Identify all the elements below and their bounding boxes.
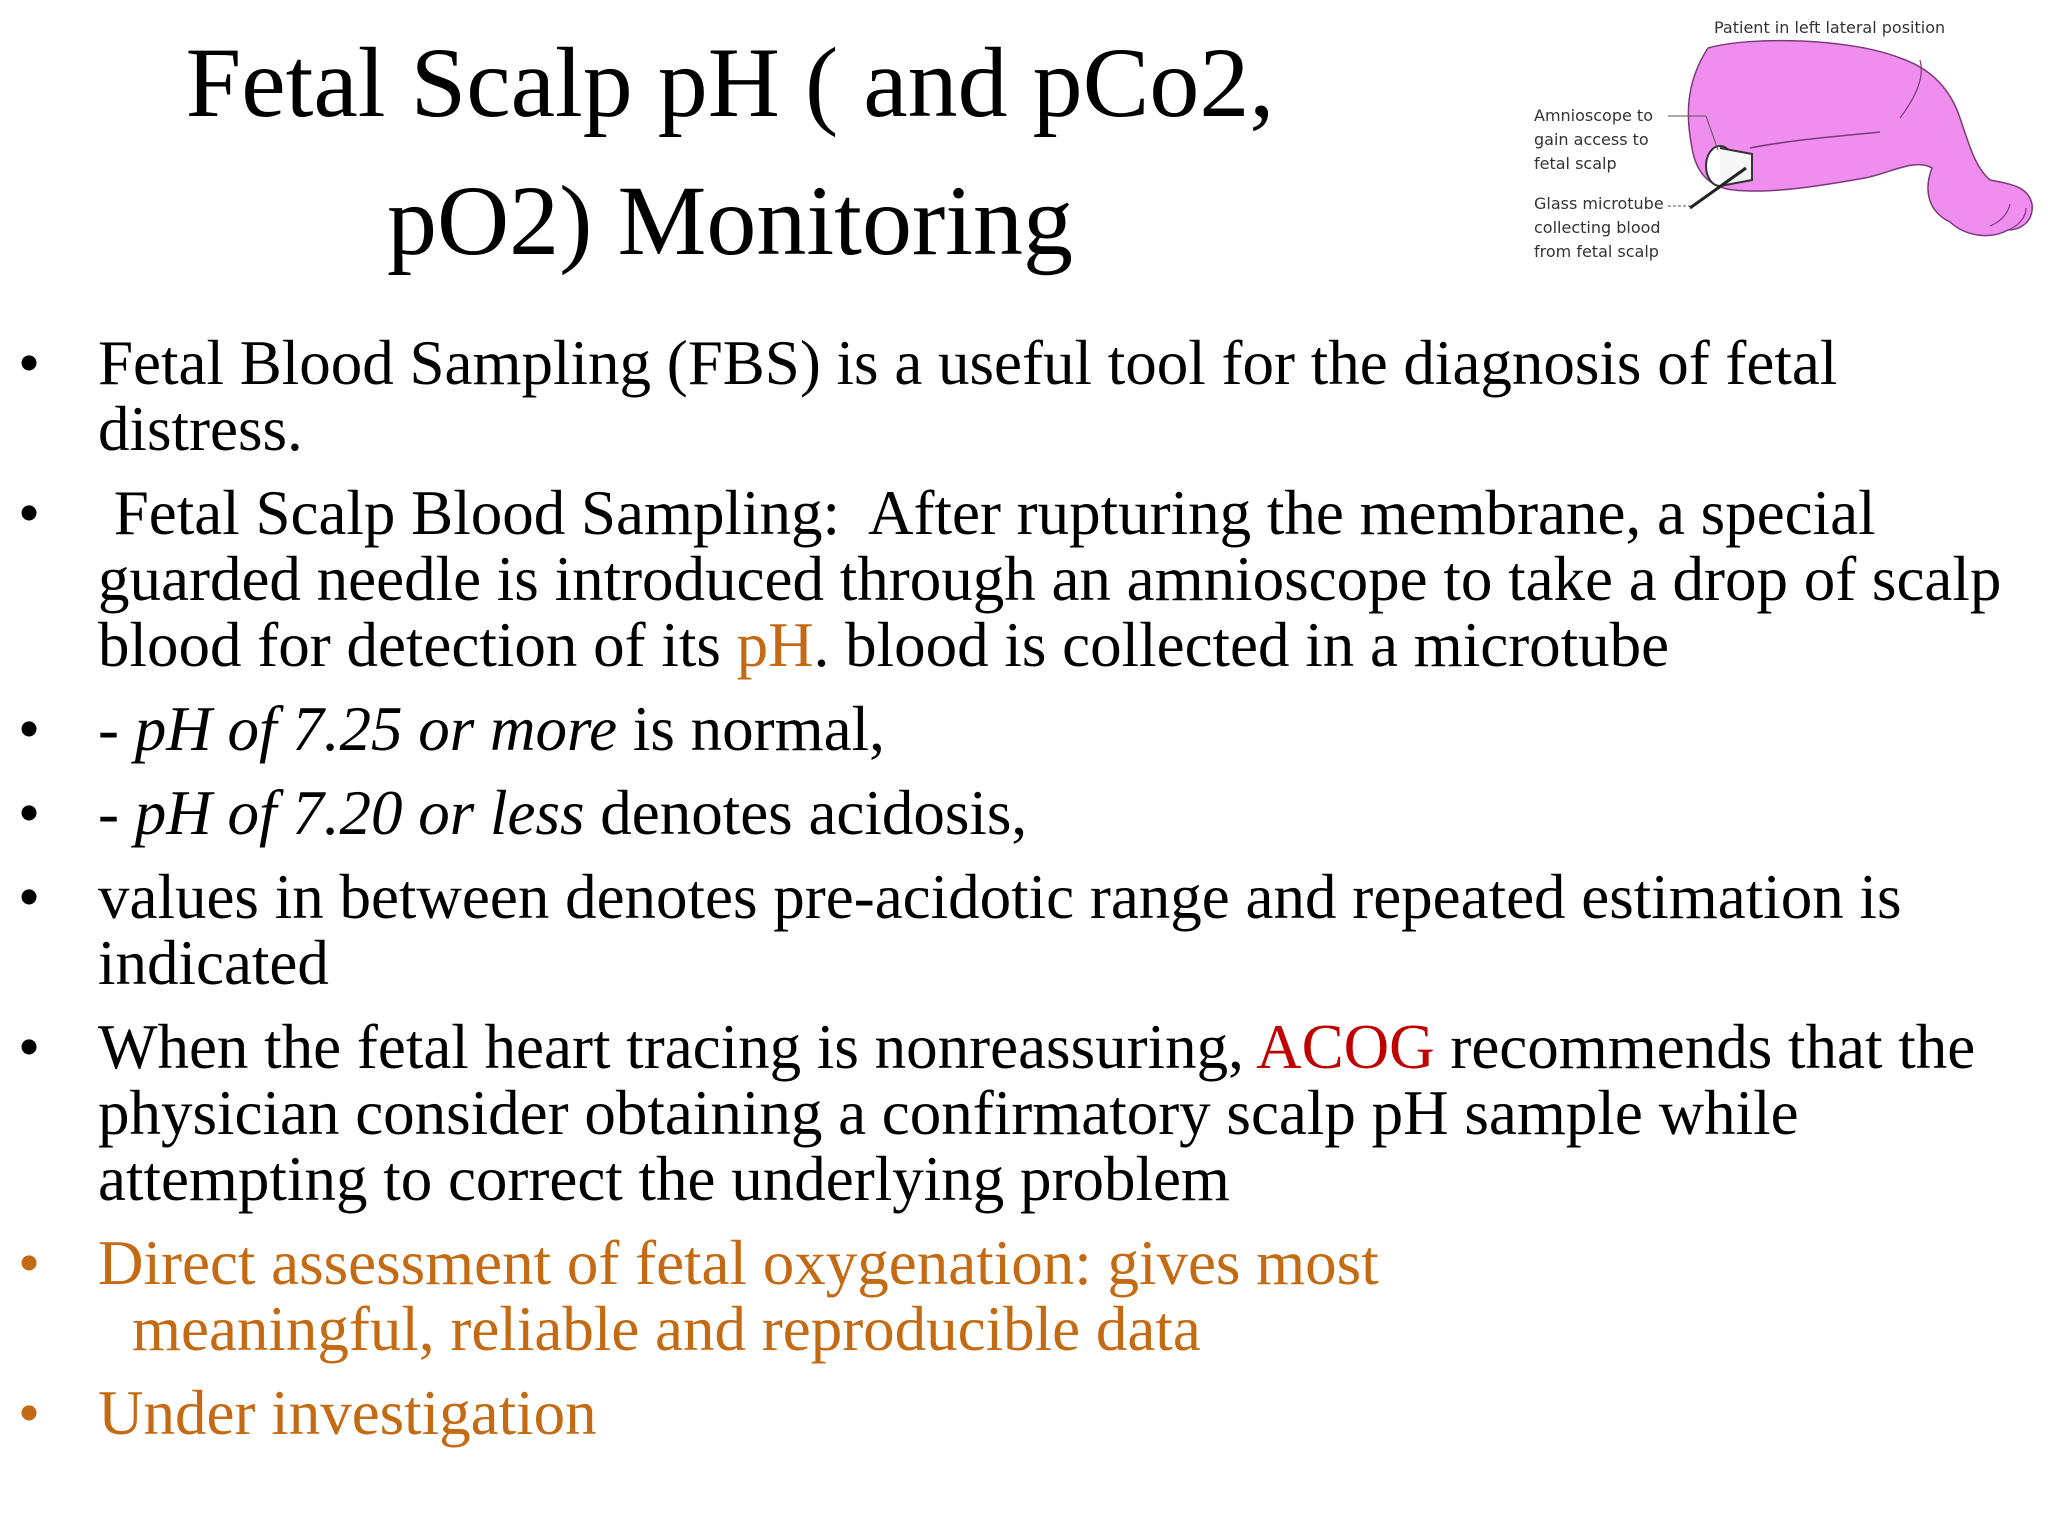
label-amnioscope: Amnioscope to gain access to fetal scalp xyxy=(1534,106,1653,173)
bullet-ph-acidosis: • - pH of 7.20 or less denotes acidosis, xyxy=(0,780,2040,846)
highlight-acog: ACOG xyxy=(1256,1012,1435,1082)
bullet-list xyxy=(0,330,2040,1464)
caption-patient-position: Patient in left lateral position xyxy=(1714,18,1946,37)
patient-body xyxy=(1688,41,2032,236)
bullet-under-investigation: • Under investigation xyxy=(0,1380,2040,1446)
bullet-direct-assessment: • Direct assessment of fetal oxygenation: gives most meaningful, reliable and reproducible data xyxy=(0,1230,2040,1362)
slide-title xyxy=(40,14,1420,290)
highlight-ph: pH xyxy=(736,610,814,680)
label-glass-microtube: Glass microtube collecting blood from fetal scalp xyxy=(1534,194,1664,261)
bullet-ph-normal: • - pH of 7.25 or more is normal, xyxy=(0,696,2040,762)
bullet-scalp-blood-sampling: • Fetal Scalp Blood Sampling: After rupturing the membrane, a special guarded needle is introduced through an amnioscope to take a drop of scalp blood for detection of its pH. blood is collected in a microtube xyxy=(0,480,2040,678)
fetal-scalp-sampling-illustration xyxy=(1520,8,2048,270)
bullet-pre-acidotic-range: • values in between denotes pre-acidotic range and repeated estimation is indicated xyxy=(0,864,2040,996)
slide-title-line-2: pO2) Monitoring xyxy=(386,165,1074,276)
bullet-acog-recommendation: • When the fetal heart tracing is nonreassuring, ACOG recommends that the physician consider obtaining a confirmatory scalp pH sample while attempting to correct the underlying problem xyxy=(0,1014,2040,1212)
slide-title-line-1: Fetal Scalp pH ( and pCo2, xyxy=(185,27,1275,138)
bullet-fbs-definition: • Fetal Blood Sampling (FBS) is a useful tool for the diagnosis of fetal distress. xyxy=(0,330,2040,462)
